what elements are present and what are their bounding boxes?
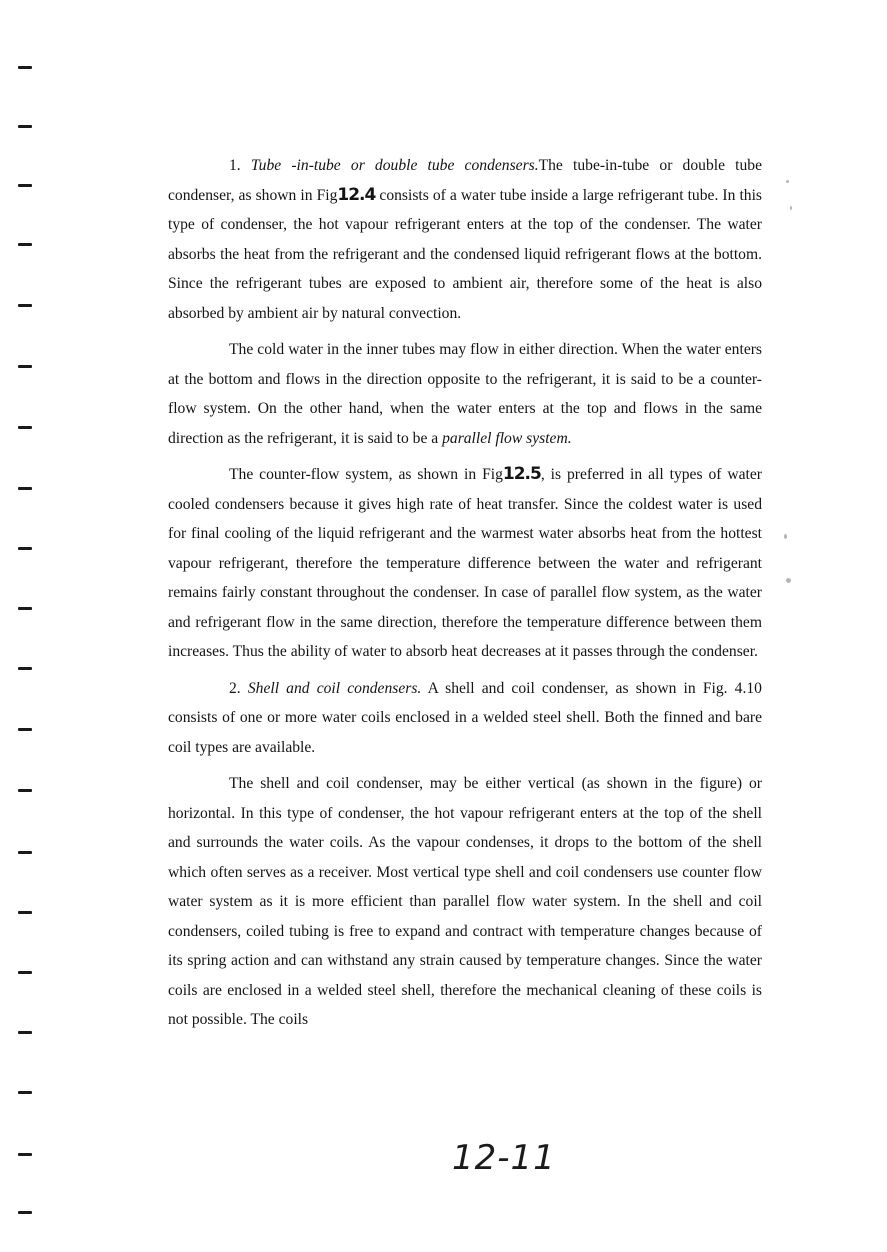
scan-speck [790, 206, 792, 210]
binding-mark [18, 1211, 32, 1214]
scan-speck [784, 534, 787, 539]
binding-mark [18, 365, 32, 368]
scan-speck [786, 578, 791, 583]
binding-margin-marks [18, 0, 34, 1252]
italic-term: parallel flow system. [442, 429, 572, 447]
paragraph-text: consists of a water tube inside a large refrigerant tube. In this type of condenser, the hot vapour refrigerant enters at the top of the condenser. The water absorbs the heat from the refrigerant and the condensed liquid refrigerant flows at the bottom. Since the refrigerant tubes are exposed to ambient air, therefore some of the heat is also absorbed by ambient air by natural convection. [168, 186, 762, 322]
paragraph-text: The counter-flow system, as shown in Fig [229, 466, 503, 483]
handwritten-figure-reference: 12.4 [337, 184, 376, 205]
paragraph-flow-direction [168, 335, 762, 453]
binding-mark [18, 243, 32, 246]
binding-mark [18, 607, 32, 610]
binding-mark [18, 1031, 32, 1034]
list-number: 2. [229, 679, 248, 697]
paragraph-text: A shell and coil condenser, as shown in Fig. 4.10 consists of one or more water coils enclosed in a welded steel shell. Both the finned and bare coil types are available. [168, 679, 762, 756]
binding-mark [18, 426, 32, 429]
binding-mark [18, 789, 32, 792]
binding-mark [18, 1091, 32, 1094]
scan-speck [786, 180, 789, 183]
body-text [168, 151, 762, 1035]
paragraph-tube-in-tube [168, 151, 762, 328]
paragraph-text: The tube-in-tube or double tube condenser, as shown in Fig [168, 157, 763, 204]
binding-mark [18, 487, 32, 490]
paragraph-shell-and-coil [168, 674, 762, 763]
binding-mark [18, 667, 32, 670]
binding-mark [18, 971, 32, 974]
binding-mark [18, 851, 32, 854]
binding-mark [18, 911, 32, 914]
binding-mark [18, 125, 32, 128]
binding-mark [18, 66, 32, 69]
section-heading: Shell and coil condensers. [247, 679, 422, 697]
binding-mark [18, 1153, 32, 1156]
paragraph-text: The cold water in the inner tubes may flow in either direction. When the water enters at the bottom and flows in the direction opposite to the refrigerant, it is said to be a counter-flow system. On the other hand, when the water enters at the top and flows in the same direction as the refrigerant, it is said to be a [168, 341, 762, 447]
list-number: 1. [229, 157, 251, 174]
paragraph-text: The shell and coil condenser, may be either vertical (as shown in the figure) or horizontal. In this type of condenser, the hot vapour refrigerant enters at the top of the shell and surrounds the water coils. As the vapour condenses, it drops to the bottom of the shell which often serves as a receiver. Most vertical type shell and coil condensers use counter flow water system as it is more efficient than parallel flow water system. In the shell and coil condensers, coiled tubing is free to expand and contract with temperature changes because of its spring action and can withstand any strain caused by temperature changes. Since the water coils are enclosed in a welded steel shell, therefore the mechanical cleaning of these coils is not possible. The coils [168, 775, 762, 1028]
binding-mark [18, 304, 32, 307]
paragraph-text: , is preferred in all types of water cooled condensers because it gives high rate of heat transfer. Since the coldest water is used for final cooling of the liquid refrigerant and the warmest water absorbs heat from the hottest vapour refrigerant, therefore the temperature difference between the water and refrigerant remains fairly constant throughout the condenser. In case of parallel flow system, as the water and refrigerant flow in the same direction, therefore the temperature difference between them increases. Thus the ability of water to absorb heat decreases at it passes through the condenser. [168, 466, 763, 660]
binding-mark [18, 547, 32, 550]
binding-mark [18, 184, 32, 187]
binding-mark [18, 728, 32, 731]
section-heading: Tube -in-tube or double tube condensers. [250, 157, 539, 174]
paragraph-shell-orientation [168, 769, 762, 1035]
handwritten-page-number: 12-11 [452, 1138, 556, 1178]
paragraph-counter-flow [168, 460, 762, 667]
handwritten-figure-reference: 12.5 [502, 464, 541, 484]
